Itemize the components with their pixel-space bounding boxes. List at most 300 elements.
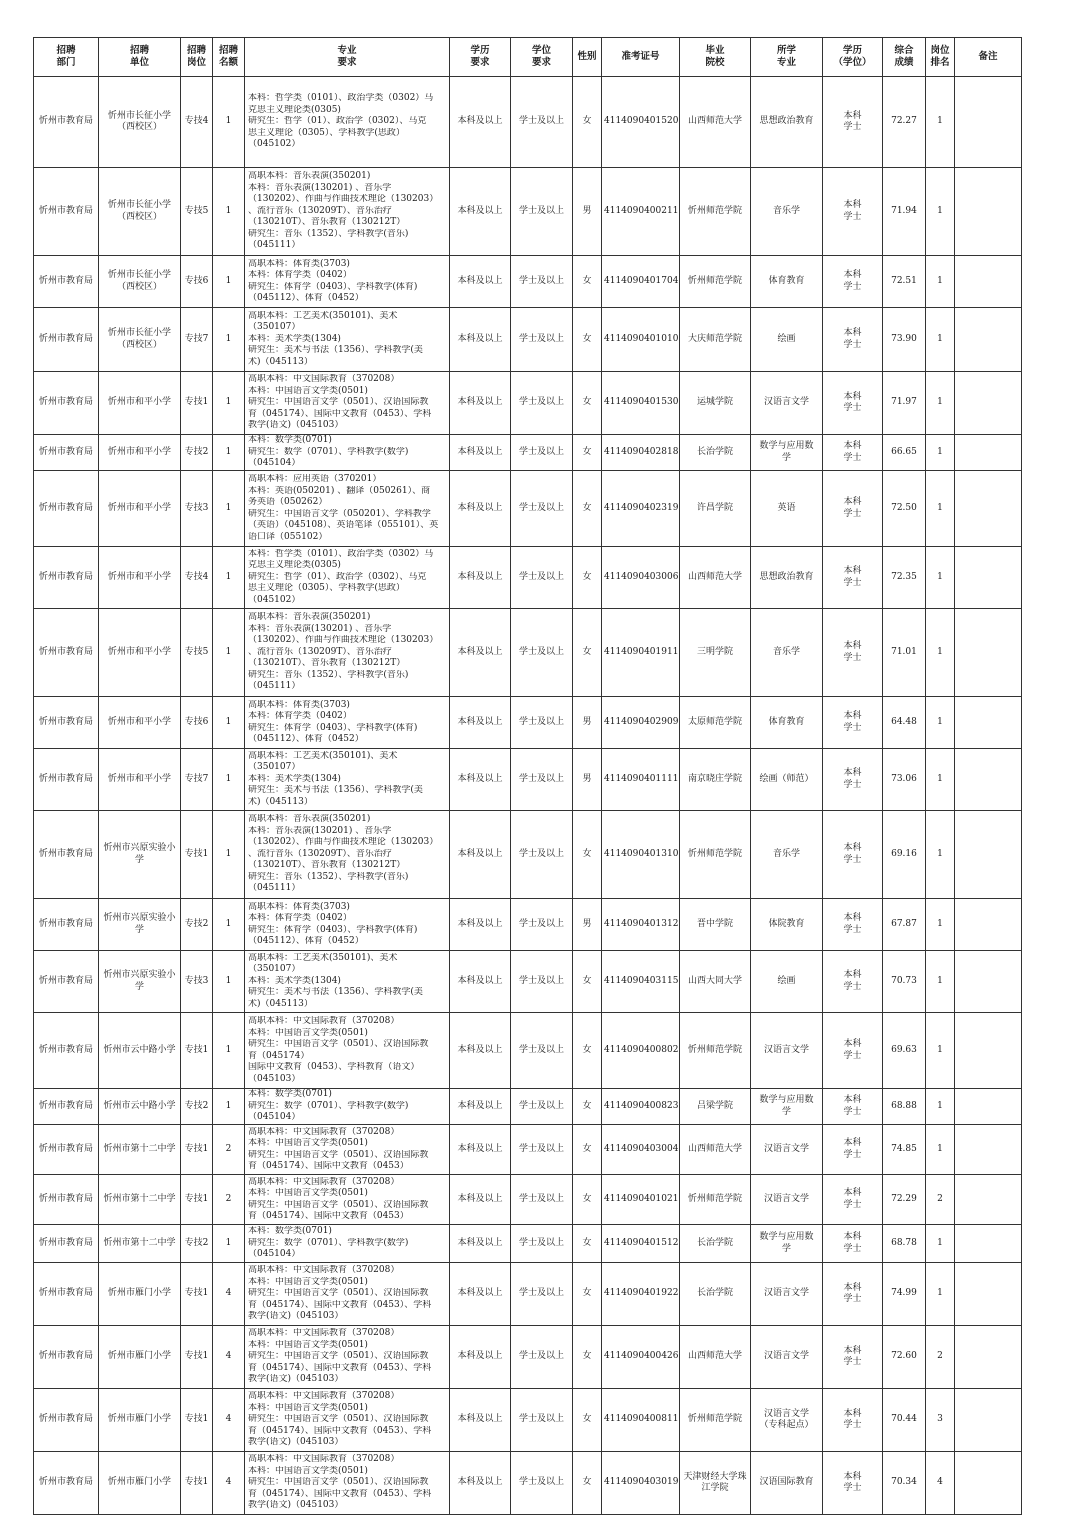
post-cell: 专技4 (181, 547, 213, 609)
quota-cell: 4 (213, 1326, 245, 1389)
cell-line: 研究生：中国语言文学（0501）、汉语国际教 (248, 1149, 429, 1160)
cell-line: 研究生：中国语言文学（0501）、汉语国际教 (248, 1477, 429, 1488)
results-sheet (33, 37, 1021, 1515)
note-cell (955, 951, 1022, 1013)
rank-cell: 1 (926, 749, 955, 811)
major-requirements-cell (245, 811, 450, 899)
cell-line: 汉语言文学 (763, 1408, 809, 1419)
dept-cell: 忻州市教育局 (34, 951, 99, 1013)
major-studied-cell (751, 811, 823, 899)
education-requirement-cell: 本科及以上 (450, 471, 511, 547)
note-cell (955, 1452, 1022, 1515)
table-row (34, 1013, 1022, 1089)
cell-line: （西校区） (116, 339, 162, 350)
cell-line: 忻州市和平小学 (107, 397, 171, 408)
note-cell (955, 609, 1022, 697)
score-cell: 71.97 (883, 372, 926, 435)
cell-line: 学士 (843, 577, 862, 588)
cell-line: 研究生：中国语言文学（0501）、汉语国际教 (248, 1288, 429, 1299)
education-level-cell (823, 1326, 883, 1389)
major-requirements-cell (245, 1389, 450, 1452)
cell-line: 本科：音乐表演(130201) 、音乐学 (248, 182, 392, 193)
column-header (955, 38, 1022, 77)
school-cell (680, 811, 751, 899)
education-requirement-cell: 本科及以上 (450, 749, 511, 811)
education-level-cell (823, 547, 883, 609)
cell-line: 术)（045113） (248, 998, 313, 1009)
cell-line: 语口译（055102） (248, 531, 328, 542)
column-header (926, 38, 955, 77)
gender-cell: 女 (573, 547, 602, 609)
cell-line: 忻州市和平小学 (107, 716, 171, 727)
cell-line: 数学与应用数 (759, 1095, 814, 1105)
post-cell: 专技1 (181, 811, 213, 899)
unit-cell (99, 77, 181, 168)
unit-cell (99, 168, 181, 256)
table-row (34, 1175, 1022, 1225)
post-cell: 专技5 (181, 609, 213, 697)
cell-line: 研究生：哲学（01）、政治学（0302）、马克 (248, 571, 427, 582)
major-requirements-cell (245, 1175, 450, 1225)
cell-line: 忻州市第十二中学 (103, 1237, 176, 1248)
gender-cell: 女 (573, 77, 602, 168)
rank-cell: 1 (926, 609, 955, 697)
cell-line: 本科 (843, 641, 862, 651)
rank-cell: 2 (926, 1175, 955, 1225)
unit-cell (99, 372, 181, 435)
cell-line: 育（045174）、国际中文教育（0453）、学科 (248, 408, 432, 419)
header-text: 成绩 (894, 57, 914, 68)
major-requirements-cell (245, 256, 450, 308)
dept-cell: 忻州市教育局 (34, 1013, 99, 1089)
education-level-cell (823, 308, 883, 372)
school-cell (680, 256, 751, 308)
degree-requirement-cell: 学士及以上 (511, 749, 573, 811)
dept-cell: 忻州市教育局 (34, 77, 99, 168)
cell-line: 学士 (843, 452, 862, 463)
rank-cell: 1 (926, 811, 955, 899)
cell-line: 、流行音乐（130209T）、音乐治疗 (248, 646, 392, 657)
cell-line: 研究生：中国语言文学（0501）、汉语国际教 (248, 1351, 429, 1362)
column-header (511, 38, 573, 77)
cell-line: 本科：体育学类（0402） (248, 711, 352, 721)
quota-cell: 1 (213, 609, 245, 697)
cell-line: 本科：中国语言文学类(0501) (248, 1027, 368, 1038)
header-text: 招聘 (56, 45, 76, 56)
cell-line: 学士 (843, 1483, 862, 1493)
post-cell: 专技2 (181, 1225, 213, 1263)
cell-line: 本科：中国语言文学类(0501) (248, 1402, 368, 1413)
score-cell: 71.94 (883, 168, 926, 256)
major-requirements-cell (245, 77, 450, 168)
note-cell (955, 372, 1022, 435)
header-text: 招聘 (218, 45, 238, 56)
cell-line: 本科：中国语言文学类(0501) (248, 1276, 368, 1287)
cell-line: 山西大同大学 (687, 975, 742, 986)
column-header (602, 38, 680, 77)
score-cell: 72.60 (883, 1326, 926, 1389)
header-text: 学历 (470, 45, 490, 56)
header-text: 岗位 (930, 45, 950, 56)
education-level-cell (823, 1125, 883, 1175)
cell-line: 研究生：音乐（1352）、学科教学(音乐) (248, 228, 409, 239)
quota-cell: 1 (213, 256, 245, 308)
cell-line: 忻州师范学院 (687, 848, 742, 859)
score-cell: 72.29 (883, 1175, 926, 1225)
cell-line: 教学(语文)（045103） (248, 1437, 344, 1448)
cell-line: （130202）、作曲与作曲技术理论（130203） (248, 194, 439, 205)
dept-cell: 忻州市教育局 (34, 811, 99, 899)
gender-cell: 女 (573, 372, 602, 435)
dept-cell: 忻州市教育局 (34, 1175, 99, 1225)
dept-cell: 忻州市教育局 (34, 471, 99, 547)
column-header (99, 38, 181, 77)
cell-line: 山西师范大学 (687, 116, 742, 127)
cell-line: 音乐学 (772, 848, 800, 859)
degree-requirement-cell: 学士及以上 (511, 1389, 573, 1452)
exam-number-cell: 4114090400802 (602, 1013, 680, 1089)
quota-cell: 2 (213, 1125, 245, 1175)
cell-line: 研究生：体育学（0403）、学科教学(体育) (248, 281, 418, 292)
unit-cell (99, 435, 181, 471)
cell-line: 学士 (843, 1106, 862, 1117)
education-level-cell (823, 168, 883, 256)
cell-line: 忻州师范学院 (687, 1044, 742, 1055)
cell-line: 研究生：体育学（0403）、学科教学(体育) (248, 924, 418, 935)
cell-line: 体院教育 (768, 918, 805, 929)
header-text: 部门 (56, 57, 76, 68)
quota-cell: 4 (213, 1389, 245, 1452)
school-cell (680, 1125, 751, 1175)
cell-line: （045104） (248, 458, 301, 469)
table-row (34, 811, 1022, 899)
post-cell: 专技1 (181, 1452, 213, 1515)
score-cell: 68.78 (883, 1225, 926, 1263)
major-requirements-cell (245, 1326, 450, 1389)
unit-cell (99, 749, 181, 811)
cell-line: （专科起点） (759, 1420, 814, 1430)
score-cell: 71.01 (883, 609, 926, 697)
post-cell: 专技1 (181, 372, 213, 435)
table-row (34, 1452, 1022, 1515)
degree-requirement-cell: 学士及以上 (511, 547, 573, 609)
cell-line: （045112）、体育（0452） (248, 734, 364, 744)
cell-line: 育（045174）、国际中文教育（0453） (248, 1161, 409, 1171)
cell-line: 本科 (843, 1039, 862, 1049)
gender-cell: 女 (573, 1389, 602, 1452)
cell-line: 研究生：哲学（01）、政治学（0302）、马克 (248, 116, 427, 127)
education-requirement-cell: 本科及以上 (450, 308, 511, 372)
cell-line: 本科 (843, 1138, 862, 1148)
cell-line: （130210T）、音乐教育（130212T） (248, 658, 406, 669)
unit-cell (99, 1013, 181, 1089)
cell-line: 研究生：中国语言文学（0501）、汉语国际教 (248, 1414, 429, 1425)
exam-number-cell: 4114090400426 (602, 1326, 680, 1389)
major-requirements-cell (245, 471, 450, 547)
unit-cell (99, 609, 181, 697)
table-row (34, 308, 1022, 372)
cell-line: 汉语言文学 (763, 1193, 809, 1204)
cell-line: 山西师范大学 (687, 571, 742, 582)
quota-cell: 1 (213, 547, 245, 609)
gender-cell: 女 (573, 435, 602, 471)
note-cell (955, 1175, 1022, 1225)
cell-line: 学 (781, 452, 791, 463)
score-cell: 69.16 (883, 811, 926, 899)
education-requirement-cell: 本科及以上 (450, 609, 511, 697)
unit-cell (99, 256, 181, 308)
cell-line: 本科 (843, 566, 862, 576)
cell-line: 汉语言文学 (763, 1143, 809, 1154)
gender-cell: 女 (573, 256, 602, 308)
score-cell: 67.87 (883, 899, 926, 951)
note-cell (955, 256, 1022, 308)
table-row (34, 1089, 1022, 1125)
cell-line: 本科：美术学类(1304) (248, 333, 341, 344)
major-studied-cell (751, 168, 823, 256)
cell-line: （045104） (248, 1112, 301, 1123)
header-text: 院校 (705, 57, 725, 68)
cell-line: 高职本科：中文国际教育（370208） (248, 1176, 400, 1187)
note-cell (955, 697, 1022, 749)
cell-line: 忻州市和平小学 (107, 646, 171, 657)
header-text: 所学 (776, 45, 796, 56)
school-cell (680, 951, 751, 1013)
education-level-cell (823, 256, 883, 308)
unit-cell (99, 1225, 181, 1263)
quota-cell: 1 (213, 899, 245, 951)
rank-cell: 1 (926, 308, 955, 372)
column-header (34, 38, 99, 77)
rank-cell: 1 (926, 547, 955, 609)
unit-cell (99, 471, 181, 547)
note-cell (955, 1125, 1022, 1175)
note-cell (955, 899, 1022, 951)
major-studied-cell (751, 1125, 823, 1175)
rank-cell: 1 (926, 1089, 955, 1125)
degree-requirement-cell: 学士及以上 (511, 1225, 573, 1263)
cell-line: 学士 (843, 281, 862, 292)
education-requirement-cell: 本科及以上 (450, 168, 511, 256)
cell-line: 忻州市雁门小学 (107, 1351, 171, 1362)
cell-line: 研究生：中国语言文学（050201）、学科教学 (248, 508, 431, 519)
post-cell: 专技7 (181, 308, 213, 372)
header-text: 毕业 (705, 45, 725, 56)
cell-line: 学士 (843, 981, 862, 992)
major-studied-cell (751, 1013, 823, 1089)
unit-cell (99, 811, 181, 899)
unit-cell (99, 1452, 181, 1515)
cell-line: 学士 (843, 924, 862, 935)
unit-cell (99, 951, 181, 1013)
cell-line: 本科：中国语言文学类(0501) (248, 1188, 368, 1198)
cell-line: （西校区） (116, 122, 162, 132)
cell-line: 本科 (843, 1471, 862, 1482)
column-header (245, 38, 450, 77)
cell-line: 本科 (843, 1188, 862, 1198)
exam-number-cell: 4114090402818 (602, 435, 680, 471)
dept-cell: 忻州市教育局 (34, 1326, 99, 1389)
table-row (34, 1125, 1022, 1175)
cell-line: 忻州市长征小学 (107, 328, 171, 338)
cell-line: 忻州市长征小学 (107, 110, 171, 121)
exam-number-cell: 4114090403006 (602, 547, 680, 609)
cell-line: 学士 (843, 854, 862, 865)
rank-cell: 1 (926, 1125, 955, 1175)
school-cell (680, 471, 751, 547)
score-cell: 73.06 (883, 749, 926, 811)
cell-line: 绘画 (777, 975, 796, 986)
dept-cell: 忻州市教育局 (34, 1452, 99, 1515)
score-cell: 70.34 (883, 1452, 926, 1515)
unit-cell (99, 1089, 181, 1125)
cell-line: 忻州市雁门小学 (107, 1414, 171, 1425)
cell-line: 研究生：音乐（1352）、学科教学(音乐) (248, 669, 409, 680)
table-row (34, 168, 1022, 256)
gender-cell: 男 (573, 749, 602, 811)
header-text: 备注 (978, 51, 998, 62)
dept-cell: 忻州市教育局 (34, 372, 99, 435)
education-level-cell (823, 435, 883, 471)
education-requirement-cell: 本科及以上 (450, 811, 511, 899)
cell-line: 高职本科：中文国际教育（370208） (248, 1126, 400, 1137)
cell-line: 本科 (843, 328, 862, 338)
cell-line: 务英语（050262） (248, 497, 328, 507)
post-cell: 专技1 (181, 1125, 213, 1175)
quota-cell: 4 (213, 1263, 245, 1326)
school-cell (680, 749, 751, 811)
education-requirement-cell: 本科及以上 (450, 1125, 511, 1175)
cell-line: 长治学院 (696, 1288, 733, 1299)
cell-line: 忻州师范学院 (687, 1414, 742, 1425)
rank-cell: 1 (926, 951, 955, 1013)
cell-line: 本科 (843, 970, 862, 980)
cell-line: 本科：音乐表演(130201) 、音乐学 (248, 825, 392, 836)
unit-cell (99, 899, 181, 951)
table-row (34, 609, 1022, 697)
cell-line: （045103） (248, 1073, 301, 1084)
exam-number-cell: 4114090401922 (602, 1263, 680, 1326)
school-cell (680, 1089, 751, 1125)
cell-line: 忻州市云中路小学 (103, 1100, 176, 1111)
cell-line: 忻州市雁门小学 (107, 1477, 171, 1488)
header-text: 性别 (577, 51, 597, 62)
dept-cell: 忻州市教育局 (34, 308, 99, 372)
cell-line: 运城学院 (696, 397, 733, 408)
rank-cell: 1 (926, 435, 955, 471)
degree-requirement-cell: 学士及以上 (511, 372, 573, 435)
note-cell (955, 168, 1022, 256)
school-cell (680, 1452, 751, 1515)
cell-line: 音乐学 (772, 646, 800, 657)
cell-line: 学士 (843, 1294, 862, 1304)
cell-line: （045102） (248, 594, 301, 605)
cell-line: （英语）（045108）、英语笔译（055101）、英 (248, 520, 439, 530)
cell-line: 本科 (843, 441, 862, 451)
degree-requirement-cell: 学士及以上 (511, 471, 573, 547)
major-studied-cell (751, 1175, 823, 1225)
note-cell (955, 1013, 1022, 1089)
cell-line: 学 (134, 924, 144, 935)
school-cell (680, 77, 751, 168)
major-requirements-cell (245, 1125, 450, 1175)
note-cell (955, 1263, 1022, 1326)
header-text: 学位 (531, 45, 551, 56)
gender-cell: 女 (573, 1175, 602, 1225)
cell-line: 汉语言文学 (763, 1044, 809, 1055)
header-text: 要求 (470, 57, 490, 68)
cell-line: 克思主义理论类(0305) (248, 104, 341, 115)
exam-number-cell: 4114090402909 (602, 697, 680, 749)
cell-line: 高职本科：中文国际教育（370208） (248, 1265, 400, 1276)
cell-line: 、流行音乐（130209T）、音乐治疗 (248, 848, 392, 859)
school-cell (680, 547, 751, 609)
cell-line: 许昌学院 (696, 502, 733, 513)
cell-line: 三明学院 (696, 646, 733, 657)
education-level-cell (823, 899, 883, 951)
unit-cell (99, 1125, 181, 1175)
cell-line: 本科 (843, 110, 862, 121)
exam-number-cell: 4114090400811 (602, 1389, 680, 1452)
exam-number-cell: 4114090401520 (602, 77, 680, 168)
major-studied-cell (751, 1452, 823, 1515)
cell-line: 研究生：美术与书法（1356）、学科教学(美 (248, 345, 423, 356)
school-cell (680, 435, 751, 471)
cell-line: 本科：中国语言文学类(0501) (248, 1339, 368, 1350)
gender-cell: 女 (573, 471, 602, 547)
score-cell: 72.35 (883, 547, 926, 609)
gender-cell: 女 (573, 1326, 602, 1389)
quota-cell: 1 (213, 168, 245, 256)
major-studied-cell (751, 1225, 823, 1263)
cell-line: 高职本科：体育类(3703) (248, 258, 350, 269)
cell-line: 本科 (843, 497, 862, 507)
education-level-cell (823, 372, 883, 435)
cell-line: 忻州市和平小学 (107, 446, 171, 457)
cell-line: 国际中文教育（0453）、学科教育（语文） (248, 1062, 420, 1072)
rank-cell: 4 (926, 1452, 955, 1515)
dept-cell: 忻州市教育局 (34, 749, 99, 811)
column-header (181, 38, 213, 77)
major-requirements-cell (245, 749, 450, 811)
exam-number-cell: 4114090401704 (602, 256, 680, 308)
post-cell: 专技3 (181, 951, 213, 1013)
major-studied-cell (751, 77, 823, 168)
cell-line: 本科：数学类(0701) (248, 435, 332, 446)
cell-line: 本科：音乐表演(130201) 、音乐学 (248, 623, 392, 634)
cell-line: 学士 (843, 339, 862, 350)
cell-line: 本科 (843, 768, 862, 778)
exam-number-cell: 4114090401530 (602, 372, 680, 435)
cell-line: （130210T）、音乐教育（130212T） (248, 860, 406, 871)
education-requirement-cell: 本科及以上 (450, 1326, 511, 1389)
cell-line: 思主义理论（0305）、学科教学(思政） (248, 583, 405, 594)
major-requirements-cell (245, 1225, 450, 1263)
cell-line: 学 (781, 1106, 791, 1117)
score-cell: 72.51 (883, 256, 926, 308)
cell-line: 南京晓庄学院 (687, 773, 742, 784)
cell-line: 忻州市和平小学 (107, 571, 171, 582)
gender-cell: 女 (573, 1013, 602, 1089)
cell-line: 本科：哲学类（0101）、政治学类（0302）马 (248, 93, 434, 104)
major-requirements-cell (245, 1013, 450, 1089)
cell-line: 高职本科：音乐表演(350201) (248, 171, 371, 182)
post-cell: 专技6 (181, 697, 213, 749)
cell-line: 学士 (843, 779, 862, 790)
cell-line: 本科：数学类(0701) (248, 1089, 332, 1100)
table-row (34, 435, 1022, 471)
major-requirements-cell (245, 168, 450, 256)
